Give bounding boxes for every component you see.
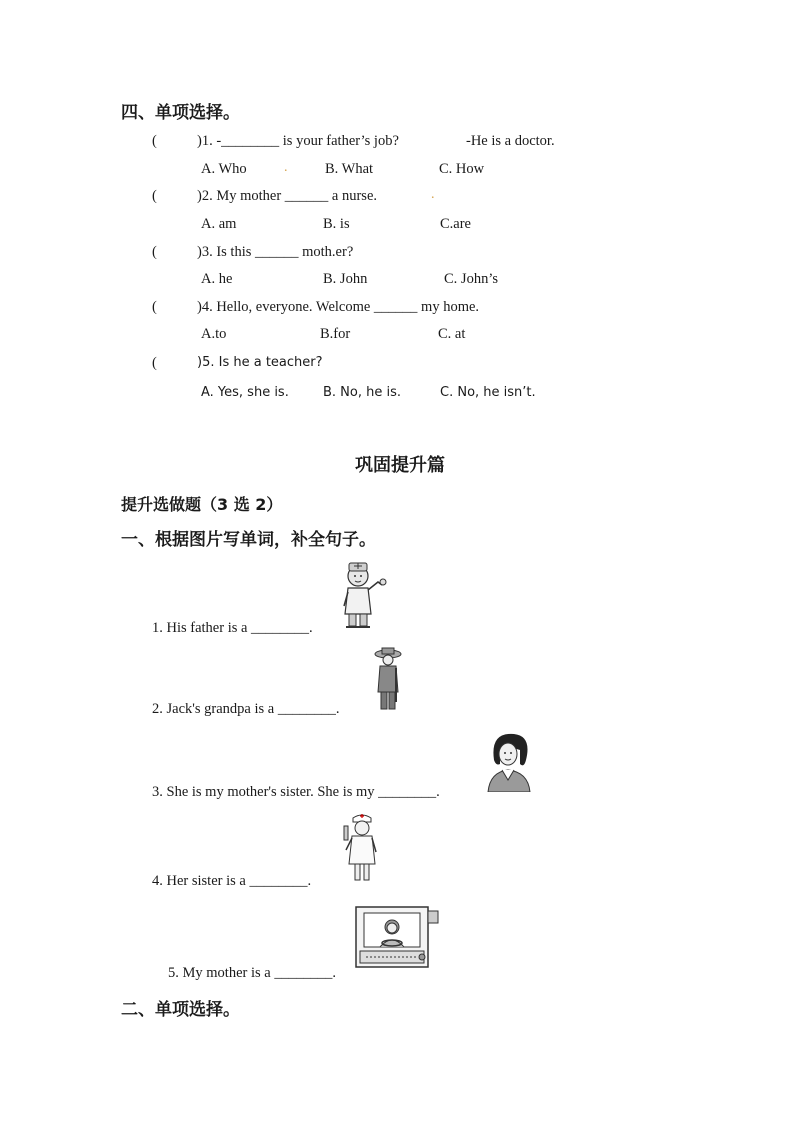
fill-sentence: 1. His father is a ________.: [152, 620, 313, 636]
option-c: C. How: [439, 161, 485, 177]
section-heading: 四、单项选择。: [121, 103, 240, 123]
page-title: 巩固提升篇: [355, 455, 445, 476]
driver-icon: [354, 905, 440, 971]
option-a: A.to: [201, 326, 227, 342]
answer-paren: (: [152, 299, 157, 315]
fill-sentence: 3. She is my mother's sister. She is my ________.: [152, 784, 440, 800]
stray-dot: .: [284, 160, 288, 175]
question-stem: )5. Is he a teacher?: [197, 355, 323, 370]
option-b: B. No, he is.: [323, 385, 402, 400]
option-b: B.for: [320, 326, 351, 342]
doctor-icon: [336, 560, 392, 632]
fill-sentence: 5. My mother is a ________.: [168, 965, 336, 981]
answer-paren: (: [152, 355, 157, 371]
option-a: A. Yes, she is.: [201, 385, 289, 400]
option-c: C.are: [440, 216, 471, 232]
fill-sentence: 4. Her sister is a ________.: [152, 873, 312, 889]
option-a: A. Who: [201, 161, 247, 177]
option-b: B. John: [323, 271, 368, 287]
question-stem: )4. Hello, everyone. Welcome ______ my home.: [197, 299, 480, 315]
farmer-icon: [372, 646, 406, 712]
fill-sentence: 2. Jack's grandpa is a ________.: [152, 701, 340, 717]
question-stem: )1. -________ is your father’s job?: [197, 133, 399, 149]
option-b: B. is: [323, 216, 350, 232]
subtitle: 提升选做题（3 选 2）: [121, 495, 283, 514]
part2-heading: 二、单项选择。: [121, 1000, 240, 1020]
option-a: A. am: [201, 216, 237, 232]
option-c: C. No, he isn’t.: [440, 385, 536, 400]
answer-paren: (: [152, 244, 157, 260]
option-b: B. What: [325, 161, 374, 177]
answer-paren: (: [152, 133, 157, 149]
question-stem: )3. Is this ______ moth.er?: [197, 244, 354, 260]
question-answer-hint: -He is a doctor.: [466, 133, 555, 149]
question-stem: )2. My mother ______ a nurse.: [197, 188, 378, 204]
option-c: C. at: [438, 326, 466, 342]
option-c: C. John’s: [444, 271, 498, 287]
answer-paren: (: [152, 188, 157, 204]
stray-dot: .: [431, 187, 435, 202]
aunt-icon: [484, 730, 536, 792]
part1-heading: 一、根据图片写单词，补全句子。: [121, 530, 376, 550]
nurse-icon: [342, 812, 382, 886]
option-a: A. he: [201, 271, 233, 287]
